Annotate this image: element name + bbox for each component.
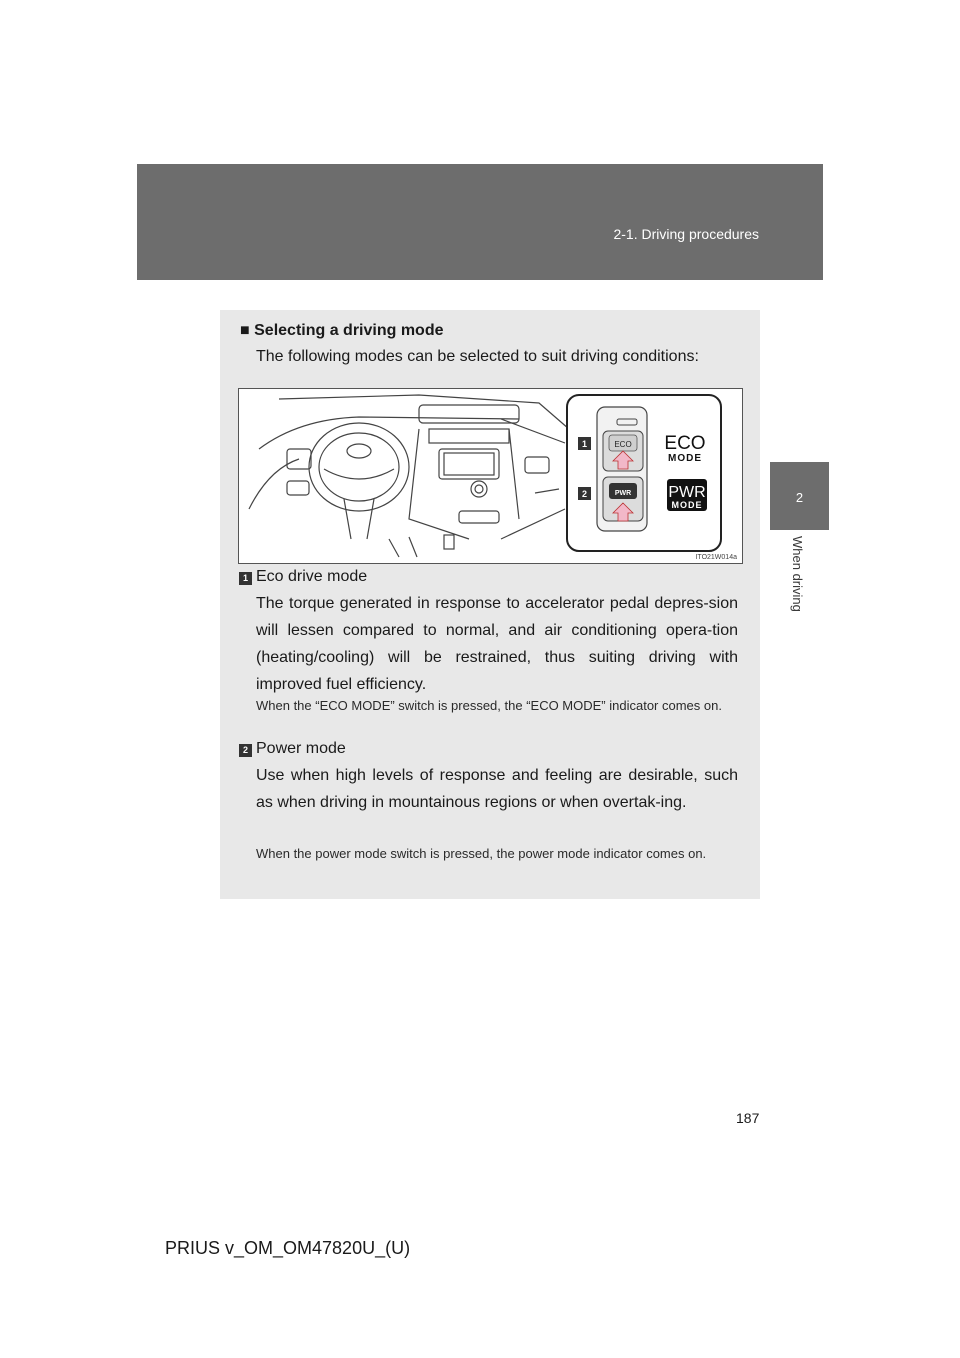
chapter-number: 2 — [795, 490, 804, 505]
chapter-label: When driving — [790, 536, 805, 612]
section-title: 2-1. Driving procedures — [613, 226, 759, 242]
dashboard-drawing — [239, 389, 742, 563]
figure-callout-1: 1 — [581, 439, 588, 449]
header-band — [137, 164, 823, 280]
item-badge-2: 2 — [239, 744, 252, 757]
pwr-indicator-bottom: MODE — [671, 500, 703, 510]
intro-text: The following modes can be selected to suit driving conditions: — [256, 348, 699, 365]
eco-indicator-bottom: MODE — [668, 453, 702, 464]
heading-text: Selecting a driving mode — [254, 322, 444, 339]
item-note-power: When the power mode switch is pressed, the power mode indicator comes on. — [256, 846, 707, 861]
pwr-button-label: PWR — [614, 490, 632, 497]
item-body-eco: The torque generated in response to accelerator pedal depres-sion will lessen compared to normal, and air conditioning opera-tion (heating/cooling) will be restrained, thus suiting driving with improved fuel efficiency. — [256, 595, 738, 693]
item-title-power: Power mode — [256, 740, 346, 757]
figure-code: ITO21W014a — [695, 554, 737, 561]
item-badge-1: 1 — [239, 572, 252, 585]
document-id: PRIUS v_OM_OM47820U_(U) — [165, 1238, 411, 1258]
section-heading — [240, 322, 444, 340]
chapter-tab — [770, 462, 829, 530]
eco-indicator-top: ECO — [664, 433, 706, 454]
figure-callout-2: 2 — [581, 489, 588, 499]
item-note-eco: When the “ECO MODE” switch is pressed, the “ECO MODE” indicator comes on. — [256, 698, 722, 713]
pwr-indicator-top: PWR — [668, 484, 706, 501]
item-title-eco: Eco drive mode — [256, 568, 368, 585]
content-panel — [220, 310, 760, 899]
eco-button-label: ECO — [614, 440, 632, 449]
item-body-power: Use when high levels of response and feeling are desirable, such as when driving in mountainous regions or when overtak-ing. — [256, 767, 738, 811]
page-number: 187 — [736, 1110, 760, 1126]
dashboard-illustration — [238, 388, 743, 564]
heading-marker: ■ — [240, 322, 250, 339]
